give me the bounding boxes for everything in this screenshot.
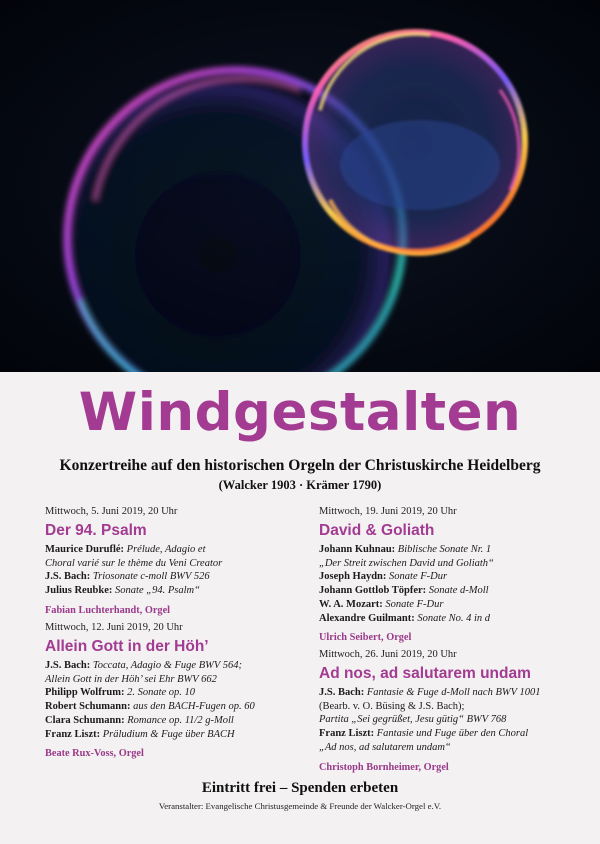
work-title: Toccata, Adagio & Fuge BWV 564; — [92, 660, 242, 671]
work-title: Romance op. 11/2 g-Moll — [127, 714, 234, 726]
composer-name: Philipp Wolfrum: — [45, 687, 128, 699]
concert-program — [319, 686, 569, 755]
composer-name: Joseph Haydn: — [319, 571, 390, 583]
program-line — [319, 557, 569, 571]
composer-name: Julius Reubke: — [45, 585, 116, 597]
concert-program — [319, 543, 569, 625]
program-line — [319, 612, 569, 626]
work-title: Allein Gott in der Höh’ sei Ehr BWV 662 — [45, 673, 217, 685]
work-title: Choral varié sur le thème du Veni Creator — [45, 557, 223, 569]
program-line — [319, 727, 569, 741]
poster-subtitle: Konzertreihe auf den historischen Orgeln der Christuskirche Heidelberg — [59, 457, 541, 474]
program-line — [45, 728, 295, 742]
composer-name: Clara Schumann: — [45, 714, 128, 726]
work-title: Sonate F-Dur — [385, 598, 444, 610]
concert-performer: Ulrich Seibert, Orgel — [319, 632, 412, 644]
program-line — [319, 686, 569, 700]
program-line — [45, 673, 295, 687]
composer-name: J.S. Bach: — [45, 571, 93, 583]
organizer-note: Veranstalter: Evangelische Christusgemeinde & Freunde der Walcker-Orgel e.V. — [158, 801, 442, 811]
composer-name: Franz Liszt: — [45, 728, 103, 740]
composer-name: Maurice Duruflé: — [45, 544, 127, 555]
concert-title: Der 94. Psalm — [45, 522, 147, 539]
work-title: Fantasie und Fuge über den Choral — [376, 728, 529, 740]
composer-name: Alexandre Guilmant: — [319, 612, 418, 624]
program-line — [45, 714, 295, 728]
work-title: Partita „Sei gegrüßet, Jesu gütig“ BWV 768 — [319, 714, 507, 726]
program-line — [319, 584, 569, 598]
concert-performer: Fabian Luchterhandt, Orgel — [45, 604, 171, 616]
poster-title: Windgestalten — [78, 382, 522, 443]
program-line — [45, 584, 295, 598]
composer-name: J.S. Bach: — [45, 660, 93, 671]
work-title: 2. Sonate op. 10 — [127, 687, 196, 699]
concert-title: Allein Gott in der Höh’ — [45, 638, 209, 655]
admission-note: Eintritt frei – Spenden erbeten — [201, 780, 399, 796]
work-title: Fantasie & Fuge d-Moll nach BWV 1001 — [366, 687, 541, 698]
work-title: aus den BACH-Fugen op. 60 — [133, 701, 255, 713]
concert-block — [45, 621, 295, 760]
program-line — [45, 557, 295, 571]
concert-date: Mittwoch, 12. Juni 2019, 20 Uhr — [45, 622, 183, 633]
concert-program — [45, 543, 295, 598]
program-line — [319, 713, 569, 727]
program-line — [45, 700, 295, 714]
composer-name: Johann Gottlob Töpfer: — [319, 585, 429, 597]
concert-title: David & Goliath — [319, 522, 435, 539]
concert-title: Ad nos, ad salutarem undam — [319, 665, 531, 682]
composer-name: J.S. Bach: — [319, 687, 367, 698]
program-line — [319, 741, 569, 755]
concert-block — [319, 648, 569, 774]
program-line — [319, 543, 569, 557]
work-title: „Ad nos, ad salutarem undam“ — [319, 741, 451, 753]
concert-block — [45, 505, 295, 617]
work-title: Prélude, Adagio et — [126, 544, 206, 555]
program-line — [45, 570, 295, 584]
concert-performer: Christoph Bornheimer, Orgel — [319, 761, 449, 773]
work-title: „Der Streit zwischen David und Goliath“ — [319, 557, 494, 569]
composer-name: Johann Kuhnau: — [319, 544, 398, 555]
work-title: (Bearb. v. O. Büsing & J.S. Bach); — [319, 700, 465, 712]
work-title: Sonate F-Dur — [389, 571, 448, 583]
concert-block — [319, 505, 569, 644]
concert-date: Mittwoch, 5. Juni 2019, 20 Uhr — [45, 506, 178, 517]
concert-date: Mittwoch, 19. Juni 2019, 20 Uhr — [319, 506, 457, 517]
composer-name: Franz Liszt: — [319, 728, 377, 740]
organ-info: (Walcker 1903 · Krämer 1790) — [218, 478, 382, 492]
program-line — [319, 700, 569, 714]
concert-date: Mittwoch, 26. Juni 2019, 20 Uhr — [319, 649, 457, 660]
work-title: Triosonate c-moll BWV 526 — [92, 571, 210, 583]
composer-name: Robert Schumann: — [45, 701, 134, 713]
program-line — [319, 598, 569, 612]
concert-program — [45, 659, 295, 741]
composer-name: W. A. Mozart: — [319, 598, 386, 610]
concert-performer: Beate Rux-Voss, Orgel — [45, 748, 144, 760]
program-line — [45, 543, 295, 557]
work-title: Sonate No. 4 in d — [417, 612, 491, 624]
soap-bubbles-image — [0, 0, 600, 372]
program-line — [319, 570, 569, 584]
program-line — [45, 686, 295, 700]
work-title: Sonate d-Moll — [428, 585, 489, 597]
work-title: Präludium & Fuge über BACH — [102, 728, 235, 740]
program-line — [45, 659, 295, 673]
hero-photo — [0, 0, 600, 372]
work-title: Sonate „94. Psalm“ — [115, 585, 200, 597]
work-title: Biblische Sonate Nr. 1 — [397, 544, 492, 555]
